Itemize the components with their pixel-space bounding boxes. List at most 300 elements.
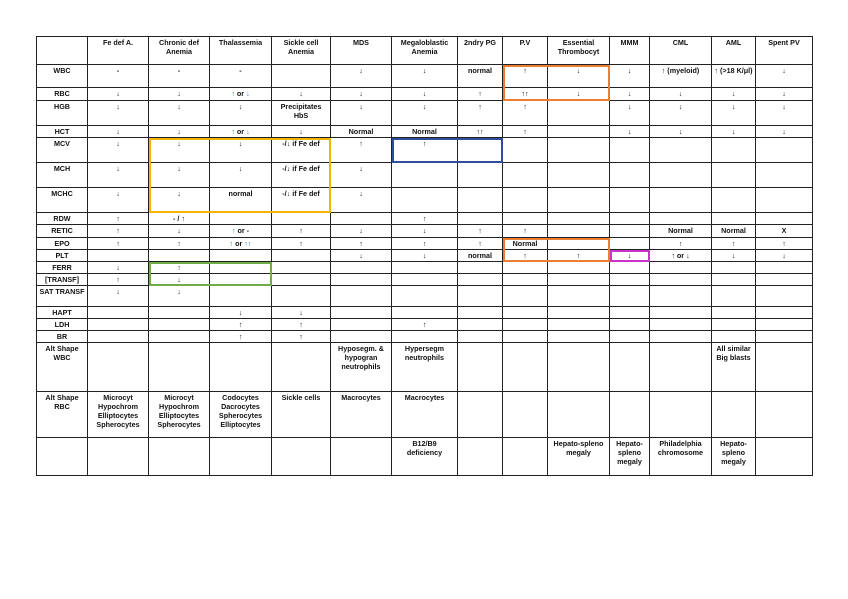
table-cell [548, 392, 610, 438]
table-cell: - [210, 65, 272, 88]
table-cell: ↑ [548, 250, 610, 262]
table-cell: Hepato-spleno megaly [712, 438, 756, 476]
table-cell: Normal [331, 126, 392, 138]
column-header: Megaloblastic Anemia [392, 37, 458, 65]
table-cell: ↓ [331, 188, 392, 213]
table-cell [210, 286, 272, 307]
table-cell [272, 65, 331, 88]
table-cell [503, 307, 548, 319]
table-cell: ↑ [88, 225, 149, 238]
table-cell [548, 213, 610, 225]
cell-segment: ↑↑ [244, 239, 252, 248]
table-cell: ↓ [712, 126, 756, 138]
table-cell [712, 319, 756, 331]
table-cell: normal [210, 188, 272, 213]
table-cell: ↑ [458, 88, 503, 101]
table-cell [272, 262, 331, 274]
table-row [37, 250, 813, 262]
table-cell [650, 343, 712, 392]
table-cell: Macrocytes [392, 392, 458, 438]
table-cell [610, 392, 650, 438]
table-cell [650, 188, 712, 213]
table-cell [548, 307, 610, 319]
table-cell: ↓ [88, 286, 149, 307]
table-cell [392, 331, 458, 343]
table-row [37, 286, 813, 307]
table-cell [88, 307, 149, 319]
table-cell [210, 274, 272, 286]
table-cell [712, 262, 756, 274]
table-cell: ↑ [88, 238, 149, 250]
table-cell [503, 188, 548, 213]
table-cell [331, 274, 392, 286]
row-label: Alt Shape RBC [37, 392, 88, 438]
table-cell: ↑ [331, 138, 392, 163]
cell-segment: ↑ [231, 127, 235, 136]
table-cell [149, 250, 210, 262]
table-cell [610, 225, 650, 238]
table-row [37, 101, 813, 126]
table-cell [756, 138, 813, 163]
column-header [37, 37, 88, 65]
cell-segment: ↓ [246, 127, 250, 136]
table-cell [458, 138, 503, 163]
table-cell: Codocytes Dacrocytes Spherocytes Elliptocytes [210, 392, 272, 438]
table-cell [548, 163, 610, 188]
table-cell [503, 138, 548, 163]
table-cell [650, 307, 712, 319]
table-row [37, 88, 813, 101]
table-cell: ↑ (myeloid) [650, 65, 712, 88]
table-row [37, 262, 813, 274]
table-cell: -/↓ if Fe def [272, 188, 331, 213]
table-cell [149, 343, 210, 392]
table-cell: ↓ [610, 65, 650, 88]
table-cell [331, 307, 392, 319]
table-cell [548, 262, 610, 274]
table-cell [756, 213, 813, 225]
table-cell [756, 343, 813, 392]
table-cell: Hyposegm. & hypogran neutrophils [331, 343, 392, 392]
table-cell [548, 138, 610, 163]
table-cell [650, 392, 712, 438]
table-cell [503, 438, 548, 476]
row-label: SAT TRANSF [37, 286, 88, 307]
table-cell: ↓ [756, 250, 813, 262]
table-cell: Precipitates HbS [272, 101, 331, 126]
table-cell [712, 392, 756, 438]
column-header: 2ndry PG [458, 37, 503, 65]
table-cell: ↑ [712, 238, 756, 250]
table-cell: ↑ [272, 331, 331, 343]
table-cell [503, 163, 548, 188]
table-cell: ↓ [88, 101, 149, 126]
table-cell: - / ↑ [149, 213, 210, 225]
table-cell [548, 225, 610, 238]
table-cell: Hepato-spleno megaly [548, 438, 610, 476]
table-cell [272, 250, 331, 262]
table-cell [392, 286, 458, 307]
row-label: PLT [37, 250, 88, 262]
table-cell [712, 163, 756, 188]
table-cell: ↓ [712, 88, 756, 101]
table-cell [548, 343, 610, 392]
table-cell [331, 319, 392, 331]
table-row [37, 138, 813, 163]
table-cell: ↓ [149, 274, 210, 286]
table-cell: ↓ [272, 307, 331, 319]
table-cell: ↑ [756, 238, 813, 250]
table-cell [756, 274, 813, 286]
table-row [37, 438, 813, 476]
table-cell: ↓ [88, 262, 149, 274]
table-row [37, 238, 813, 250]
table-cell: ↑ [503, 225, 548, 238]
table-cell: ↓ [149, 286, 210, 307]
cell-segment: ↓ [246, 89, 250, 98]
table-row [37, 331, 813, 343]
table-row [37, 343, 813, 392]
table-cell [149, 319, 210, 331]
column-header: P.V [503, 37, 548, 65]
table-cell: -/↓ if Fe def [272, 138, 331, 163]
column-header: Fe def A. [88, 37, 149, 65]
table-cell: ↓ [88, 138, 149, 163]
table-cell [756, 438, 813, 476]
table-cell: ↓ [392, 225, 458, 238]
table-cell: ↑↑ [458, 126, 503, 138]
table-cell [210, 343, 272, 392]
table-header-row [37, 37, 813, 65]
table-cell [272, 286, 331, 307]
table-cell: ↑ (>18 K/μl) [712, 65, 756, 88]
table-cell [272, 213, 331, 225]
table-cell [458, 392, 503, 438]
cell-segment: ↑ [229, 239, 234, 248]
table-row [37, 213, 813, 225]
table-cell: ↑ [458, 225, 503, 238]
table-cell: ↓ [149, 138, 210, 163]
cell-segment: ↑ [231, 89, 235, 98]
table-cell [88, 331, 149, 343]
table-cell [650, 319, 712, 331]
table-cell: ↓ [548, 65, 610, 88]
table-cell: ↓ [210, 163, 272, 188]
table-cell: Macrocytes [331, 392, 392, 438]
table-cell [610, 138, 650, 163]
table-cell [650, 286, 712, 307]
row-label: HCT [37, 126, 88, 138]
table-cell: normal [458, 250, 503, 262]
table-cell [458, 188, 503, 213]
table-cell [650, 138, 712, 163]
table-cell [650, 274, 712, 286]
table-cell [548, 126, 610, 138]
table-cell [272, 343, 331, 392]
table-cell [210, 262, 272, 274]
table-cell [712, 188, 756, 213]
table-cell [458, 286, 503, 307]
table-cell: ↑ [88, 213, 149, 225]
table-cell [610, 343, 650, 392]
table-cell [548, 319, 610, 331]
table-cell [610, 331, 650, 343]
table-cell [503, 392, 548, 438]
table-cell: B12/B9 deficiency [392, 438, 458, 476]
table-cell: ↓ [149, 225, 210, 238]
table-row [37, 307, 813, 319]
table-cell [392, 274, 458, 286]
table-cell [88, 250, 149, 262]
table-cell [712, 274, 756, 286]
table-cell: ↑ [650, 238, 712, 250]
table-cell [331, 331, 392, 343]
comparison-table-sheet [36, 36, 813, 476]
table-cell [458, 262, 503, 274]
table-cell [392, 163, 458, 188]
table-cell: ↑ or ↓ [650, 250, 712, 262]
column-header: Chronic def Anemia [149, 37, 210, 65]
table-cell: ↓ [712, 250, 756, 262]
table-cell [88, 319, 149, 331]
table-cell: ↑ [503, 101, 548, 126]
row-label: FERR [37, 262, 88, 274]
table-cell [712, 138, 756, 163]
table-cell [548, 188, 610, 213]
table-cell [210, 238, 272, 250]
row-label: HAPT [37, 307, 88, 319]
table-cell [458, 331, 503, 343]
table-row [37, 319, 813, 331]
table-cell: ↓ [610, 250, 650, 262]
table-cell [610, 319, 650, 331]
hematology-comparison-table [36, 36, 813, 476]
table-cell: ↑ [458, 238, 503, 250]
table-cell: ↓ [756, 88, 813, 101]
table-cell [650, 213, 712, 225]
row-label: [TRANSF] [37, 274, 88, 286]
table-cell [548, 101, 610, 126]
table-cell [331, 262, 392, 274]
table-cell [210, 126, 272, 138]
row-label: WBC [37, 65, 88, 88]
table-cell [503, 286, 548, 307]
table-cell: ↓ [149, 163, 210, 188]
table-cell: Microcyt Hypochrom Elliptocytes Spherocytes [88, 392, 149, 438]
table-cell [610, 188, 650, 213]
row-label: MCH [37, 163, 88, 188]
table-cell: ↓ [331, 101, 392, 126]
table-cell: ↓ [756, 101, 813, 126]
table-cell: ↓ [756, 65, 813, 88]
table-cell: ↑ [503, 250, 548, 262]
table-cell: ↓ [610, 101, 650, 126]
table-cell: ↓ [712, 101, 756, 126]
table-cell: ↓ [650, 101, 712, 126]
table-cell: ↑ [392, 319, 458, 331]
table-cell: ↑ [272, 319, 331, 331]
table-cell [756, 331, 813, 343]
row-label [37, 438, 88, 476]
table-cell: ↑ [149, 262, 210, 274]
table-cell: ↓ [756, 126, 813, 138]
row-label: HGB [37, 101, 88, 126]
table-cell: ↓ [272, 126, 331, 138]
table-cell: ↓ [392, 101, 458, 126]
table-cell [210, 225, 272, 238]
table-cell: ↓ [149, 88, 210, 101]
table-cell [548, 238, 610, 250]
table-cell [88, 438, 149, 476]
table-row [37, 392, 813, 438]
table-cell [756, 163, 813, 188]
table-cell [392, 262, 458, 274]
table-cell: ↓ [610, 126, 650, 138]
table-cell [503, 331, 548, 343]
table-cell [610, 307, 650, 319]
table-cell [610, 238, 650, 250]
table-cell: Microcyt Hypochrom Elliptocytes Spherocytes [149, 392, 210, 438]
table-cell: normal [458, 65, 503, 88]
table-cell: ↑ [392, 138, 458, 163]
table-cell: ↓ [392, 88, 458, 101]
column-header: AML [712, 37, 756, 65]
table-cell [610, 262, 650, 274]
table-cell: -/↓ if Fe def [272, 163, 331, 188]
table-cell: Hepato-spleno megaly [610, 438, 650, 476]
table-cell: ↓ [548, 88, 610, 101]
row-label: Alt Shape WBC [37, 343, 88, 392]
table-cell: ↓ [392, 250, 458, 262]
table-cell: - [88, 65, 149, 88]
cell-segment: ↑ [231, 226, 236, 235]
row-label: RETIC [37, 225, 88, 238]
table-cell: ↓ [331, 225, 392, 238]
table-cell [610, 274, 650, 286]
cell-segment: or [233, 239, 245, 248]
table-cell: Philadelphia chromosome [650, 438, 712, 476]
table-cell [210, 438, 272, 476]
table-cell: ↓ [210, 307, 272, 319]
table-cell [756, 286, 813, 307]
table-cell [503, 262, 548, 274]
table-cell [272, 274, 331, 286]
table-cell [650, 262, 712, 274]
row-label: MCV [37, 138, 88, 163]
table-cell: ↑ [272, 225, 331, 238]
table-cell: Normal [712, 225, 756, 238]
table-cell [503, 274, 548, 286]
table-cell: Normal [392, 126, 458, 138]
table-cell [392, 188, 458, 213]
table-cell: Normal [650, 225, 712, 238]
table-cell: ↓ [331, 65, 392, 88]
table-cell: ↑ [503, 126, 548, 138]
table-cell: ↓ [149, 188, 210, 213]
table-row [37, 126, 813, 138]
column-header: Sickle cell Anemia [272, 37, 331, 65]
table-cell: ↑ [272, 238, 331, 250]
table-cell [210, 250, 272, 262]
table-cell: ↓ [88, 188, 149, 213]
table-cell [548, 274, 610, 286]
table-body [37, 65, 813, 476]
row-label: EPO [37, 238, 88, 250]
table-cell [331, 286, 392, 307]
table-cell: ↓ [650, 88, 712, 101]
table-cell [149, 331, 210, 343]
table-cell [458, 213, 503, 225]
table-cell [331, 213, 392, 225]
table-cell [610, 286, 650, 307]
table-cell [756, 307, 813, 319]
table-cell [88, 343, 149, 392]
table-cell [458, 343, 503, 392]
column-header: MDS [331, 37, 392, 65]
table-cell: ↑ [210, 319, 272, 331]
table-cell: ↑ [88, 274, 149, 286]
column-header: Spent PV [756, 37, 813, 65]
table-cell [650, 331, 712, 343]
table-cell: ↓ [149, 101, 210, 126]
table-cell: ↑ [392, 238, 458, 250]
table-cell: ↑ [458, 101, 503, 126]
cell-segment: or - [235, 226, 250, 235]
table-row [37, 163, 813, 188]
table-cell: ↓ [392, 65, 458, 88]
table-cell [548, 331, 610, 343]
table-cell: ↑ [149, 238, 210, 250]
cell-segment: or [234, 89, 247, 98]
table-cell [610, 163, 650, 188]
table-cell: ↑ [392, 213, 458, 225]
table-cell: Normal [503, 238, 548, 250]
table-cell [712, 286, 756, 307]
table-cell [503, 343, 548, 392]
table-cell: Hypersegm neutrophils [392, 343, 458, 392]
cell-segment: or [234, 127, 247, 136]
table-cell: ↑ [331, 238, 392, 250]
column-header: MMM [610, 37, 650, 65]
table-row [37, 225, 813, 238]
table-cell [458, 319, 503, 331]
row-label: BR [37, 331, 88, 343]
table-cell: All similar Big blasts [712, 343, 756, 392]
table-cell [149, 307, 210, 319]
table-cell: ↑ [503, 65, 548, 88]
row-label: RDW [37, 213, 88, 225]
table-cell [756, 319, 813, 331]
table-cell [210, 88, 272, 101]
column-header: CML [650, 37, 712, 65]
table-cell: ↓ [331, 88, 392, 101]
table-cell [610, 213, 650, 225]
row-label: MCHC [37, 188, 88, 213]
table-cell: Sickle cells [272, 392, 331, 438]
table-cell: ↓ [650, 126, 712, 138]
table-cell [712, 307, 756, 319]
table-cell [331, 438, 392, 476]
table-cell [392, 307, 458, 319]
table-cell [756, 262, 813, 274]
table-cell [650, 163, 712, 188]
row-label: LDH [37, 319, 88, 331]
table-cell: ↓ [272, 88, 331, 101]
table-cell: ↓ [610, 88, 650, 101]
table-cell [503, 213, 548, 225]
table-cell [149, 438, 210, 476]
table-row [37, 188, 813, 213]
